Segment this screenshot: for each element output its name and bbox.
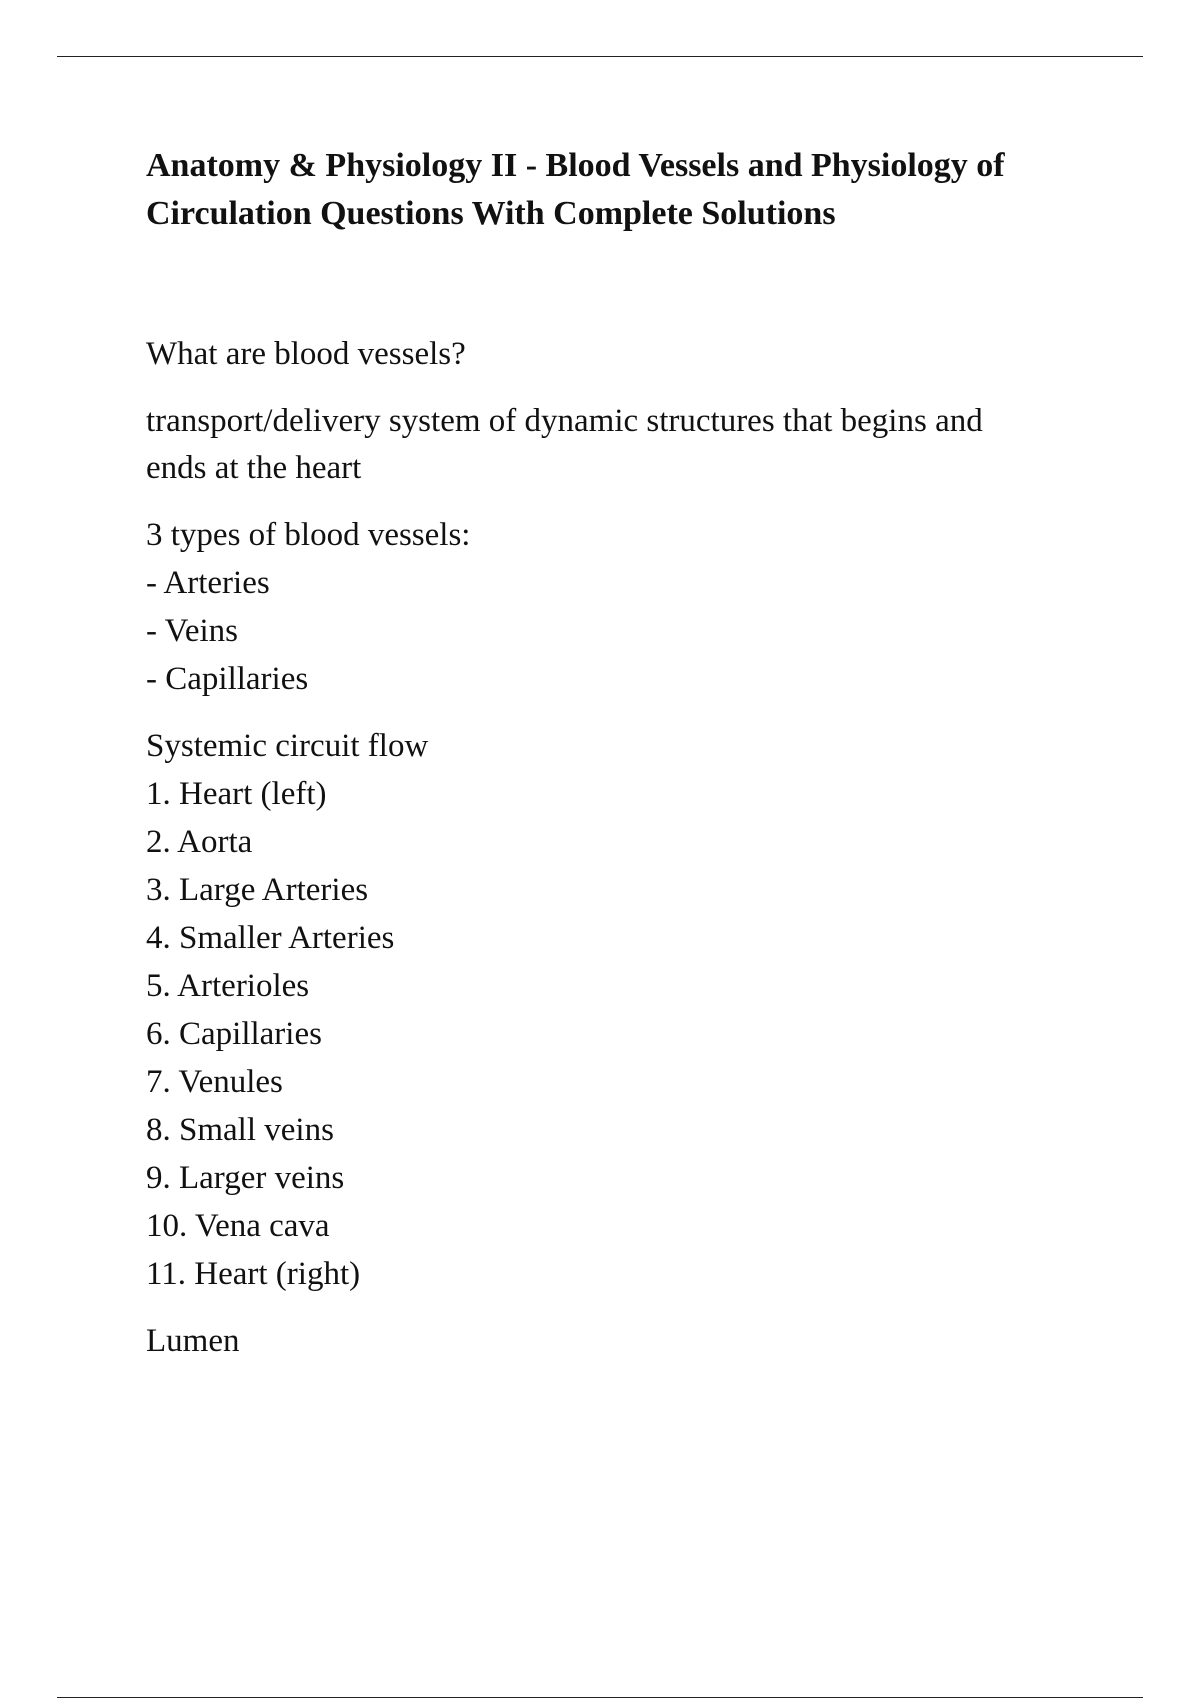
list-item: 9. Larger veins: [146, 1160, 345, 1196]
systemic-flow-list: [146, 770, 1086, 1298]
document-title: [146, 142, 1086, 238]
answer-blood-vessels: [146, 398, 1086, 492]
list-item: 7. Venules: [146, 1064, 283, 1100]
list-item: - Arteries: [146, 565, 270, 601]
list-item: 5. Arterioles: [146, 968, 310, 1004]
list-item: 2. Aorta: [146, 824, 253, 860]
title-line-1: Anatomy & Physiology II - Blood Vessels and Physiology of: [146, 147, 1005, 184]
answer-line-2: ends at the heart: [146, 450, 362, 486]
question-vessel-types: 3 types of blood vessels:: [146, 517, 471, 553]
list-item: 3. Large Arteries: [146, 872, 369, 908]
title-line-2: Circulation Questions With Complete Solutions: [146, 195, 836, 232]
document-body: [146, 142, 1086, 1365]
list-item: - Veins: [146, 613, 238, 649]
list-item: - Capillaries: [146, 661, 309, 697]
list-item: 6. Capillaries: [146, 1016, 322, 1052]
question-systemic-flow: Systemic circuit flow: [146, 728, 429, 764]
question-blood-vessels: What are blood vessels?: [146, 336, 466, 372]
list-item: 10. Vena cava: [146, 1208, 330, 1244]
question-lumen: Lumen: [146, 1323, 240, 1359]
top-rule: [57, 56, 1143, 57]
list-item: 4. Smaller Arteries: [146, 920, 395, 956]
list-item: 8. Small veins: [146, 1112, 334, 1148]
answer-line-1: transport/delivery system of dynamic structures that begins and: [146, 403, 983, 439]
list-item: 1. Heart (left): [146, 776, 327, 812]
qa-section: [146, 331, 1086, 1365]
bottom-rule: [57, 1697, 1143, 1698]
vessel-types-list: [146, 559, 1086, 703]
list-item: 11. Heart (right): [146, 1256, 361, 1292]
